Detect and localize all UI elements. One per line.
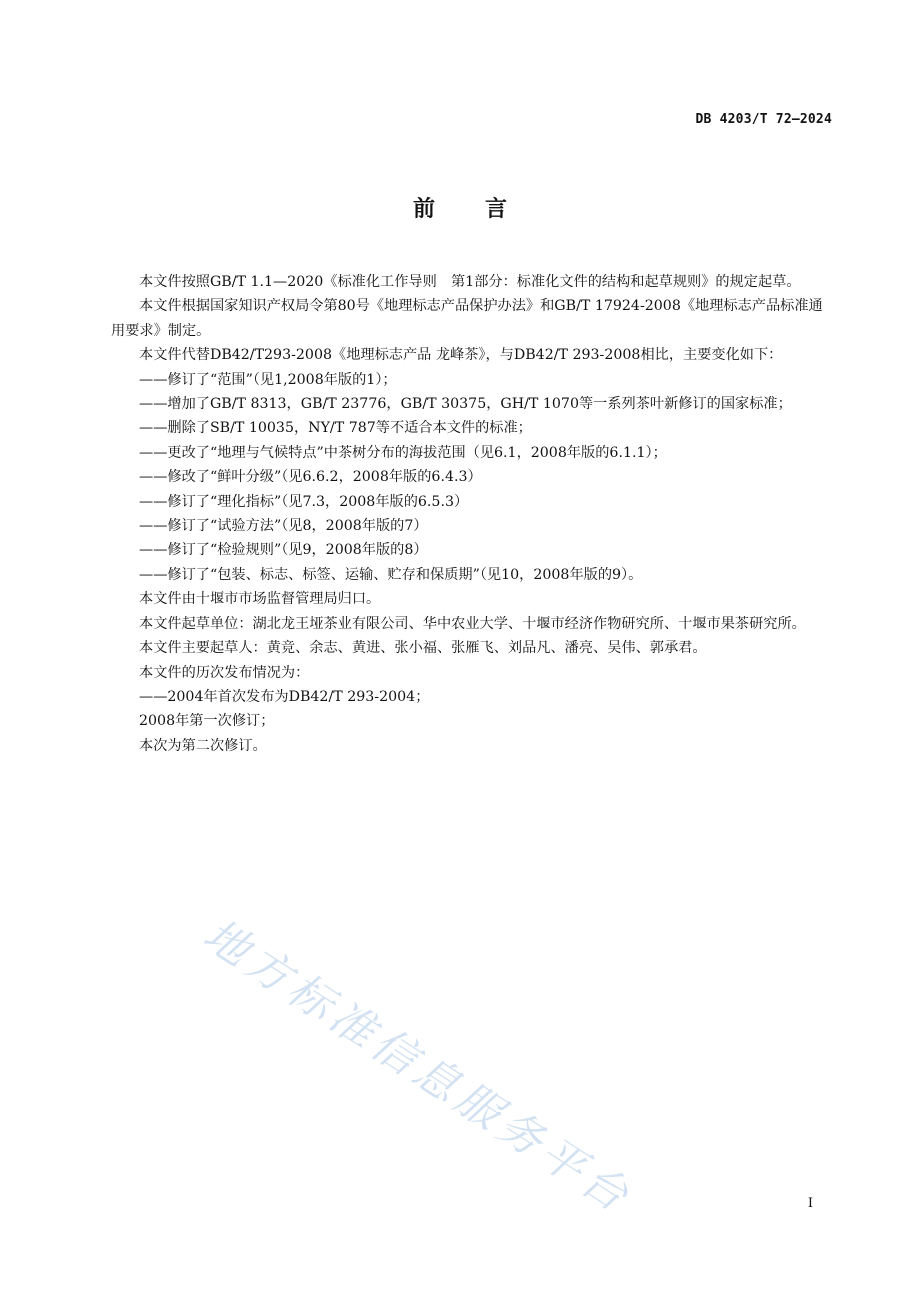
history-item: 2008年第一次修订； — [139, 713, 275, 730]
change-item: ——更改了“地理与气候特点”中茶树分布的海拔范围（见6.1，2008年版的6.1.1）； — [139, 444, 667, 461]
change-item: ——修订了“试验方法”（见8，2008年版的7） — [139, 518, 428, 535]
paragraph-administered-by: 本文件由十堰市市场监督管理局归口。 — [139, 591, 381, 608]
paragraph-basis: 本文件根据国家知识产权局令第80号《地理标志产品保护办法》和GB/T 17924-2008《地理标志产品标准通用要求》制定。 — [111, 298, 823, 339]
watermark: 地方标准信息服务平台 — [194, 909, 642, 1225]
page-title: 前言 — [412, 197, 557, 222]
history-item: ——2004年首次发布为DB42/T 293-2004； — [139, 688, 430, 705]
page-number: I — [807, 1196, 813, 1211]
paragraph-drafting-units: 本文件起草单位：湖北龙王垭茶业有限公司、华中农业大学、十堰市经济作物研究所、十堰市果茶研究所。 — [139, 615, 806, 632]
change-item: ——修改了“鲜叶分级”（见6.6.2，2008年版的6.4.3） — [139, 469, 482, 486]
change-item: ——修订了“范围”（见1,2008年版的1）； — [139, 371, 397, 388]
change-item: ——修订了“检验规则”（见9，2008年版的8） — [139, 542, 428, 559]
history-item: 本次为第二次修订。 — [139, 737, 267, 754]
paragraph-drafting-rules: 本文件按照GB/T 1.1—2020《标准化工作导则 第1部分：标准化文件的结构和起草规则》的规定起草。 — [139, 274, 801, 290]
paragraph-drafters: 本文件主要起草人：黄竞、余志、黄进、张小福、张雁飞、刘品凡、潘亮、吴伟、郭承君。 — [139, 640, 707, 657]
change-item: ——删除了SB/T 10035，NY/T 787等不适合本文件的标准； — [139, 420, 532, 437]
document-code: DB 4203/T 72—2024 — [695, 112, 832, 127]
preface-body — [111, 270, 833, 758]
change-item: ——修订了“包装、标志、标签、运输、贮存和保质期”（见10，2008年版的9）。 — [139, 566, 643, 583]
change-item: ——增加了GB/T 8313，GB/T 23776，GB/T 30375，GH/T 1070等一系列茶叶新修订的国家标准； — [139, 396, 792, 413]
change-item: ——修订了“理化指标”（见7.3，2008年版的6.5.3） — [139, 493, 469, 510]
paragraph-history-intro: 本文件的历次发布情况为： — [139, 664, 310, 681]
paragraph-replaces: 本文件代替DB42/T293-2008《地理标志产品 龙峰茶》，与DB42/T 293-2008相比，主要变化如下： — [139, 347, 783, 364]
